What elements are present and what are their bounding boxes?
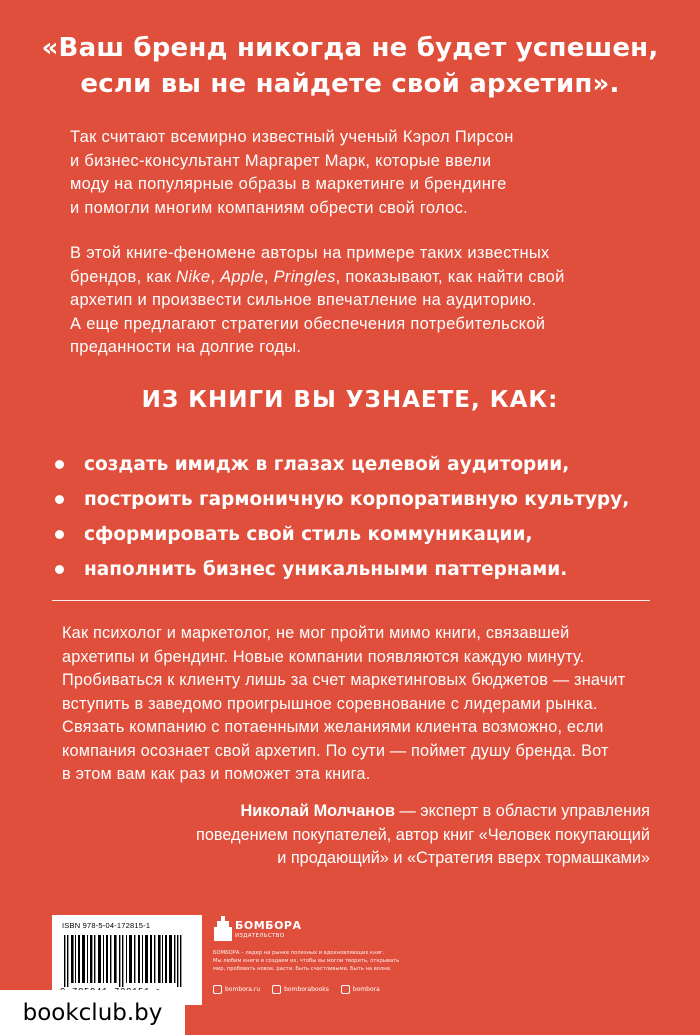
barcode-icon <box>62 935 192 987</box>
separator: , <box>210 267 221 286</box>
intro-paragraph-1 <box>70 126 650 220</box>
text-line: вступить в заведомо проигрышное соревнование с лидерами рынка. <box>62 694 598 713</box>
text-line: Связать компанию с потаенными желаниями клиента возможно, если <box>62 718 604 736</box>
text-line: и помогли многим компаниям обрести свой голос. <box>70 198 469 217</box>
text-line <box>70 266 650 290</box>
text-line: архетип и произвести сильное впечатление на аудиторию. <box>70 291 537 309</box>
cover-quote <box>40 30 660 102</box>
text-line: и бизнес-консультант Маргарет Марк, которые ввели <box>70 151 492 170</box>
social-label: bomborabooks <box>284 986 329 993</box>
isbn-label: ISBN 978-5-04-172815-1 <box>62 921 151 930</box>
publisher-description <box>213 949 483 973</box>
text-line: БОМБОРА – лидер на рынке полезных и вдохновляющих книг. <box>213 950 385 956</box>
list-item-text: создать имидж в глазах целевой аудитории, <box>84 453 570 475</box>
list-item <box>55 553 675 585</box>
quote-line: «Ваш бренд никогда не будет успешен, <box>41 33 659 63</box>
text-line: Пробиваться к клиенту лишь за счет маркетинговых бюджетов — значит <box>62 671 626 689</box>
author-role: — эксперт в области управления <box>394 802 650 820</box>
social-label: bombora.ru <box>225 986 261 993</box>
text-line: Мы любим книги и создаем их, чтобы вы могли творить, открывать <box>213 958 400 964</box>
list-item-text: построить гармоничную корпоративную культуру, <box>84 488 630 510</box>
social-network-icon <box>341 985 350 994</box>
list-item <box>55 518 675 550</box>
text-line: архетипы и брендинг. Новые компании появляются каждую минуту. <box>62 647 585 666</box>
social-link[interactable] <box>272 985 329 994</box>
publisher-socials <box>213 985 380 994</box>
publisher-name: БОМБОРА <box>235 919 302 932</box>
text-line: компания осознает свой архетип. По сути — поймет душу бренда. Вот <box>62 741 609 760</box>
quote-line: если вы не найдете свой архетип». <box>80 69 620 99</box>
text-line: преданности на долгие годы. <box>70 338 302 356</box>
learn-list <box>55 448 675 588</box>
list-item-text: сформировать свой стиль коммуникации, <box>84 523 533 545</box>
brand-apple: Apple <box>220 267 264 286</box>
social-label: bombora <box>352 986 380 993</box>
text-line: А еще предлагают стратегии обеспечения потребительской <box>70 314 546 333</box>
text-line: моду на популярные образы в маркетинге и брендинге <box>70 175 507 193</box>
bullet-dot-icon <box>55 565 64 574</box>
section-divider <box>52 600 650 601</box>
bullet-dot-icon <box>55 530 64 539</box>
text-line: В этой книге-феномене авторы на примере таких известных <box>70 244 550 262</box>
learn-heading: ИЗ КНИГИ ВЫ УЗНАЕТЕ, КАК: <box>141 387 559 413</box>
brand-nike: Nike <box>176 267 211 286</box>
brand-pringles: Pringles <box>273 267 336 286</box>
text-line: Так считают всемирно известный ученый Кэрол Пирсон <box>70 128 514 146</box>
bullet-dot-icon <box>55 495 64 504</box>
intro-paragraph-2 <box>70 242 650 360</box>
bullet-dot-icon <box>55 460 64 469</box>
text-line: Как психолог и маркетолог, не мог пройти мимо книги, связавшей <box>62 624 570 642</box>
publisher-block <box>213 915 493 1015</box>
list-item <box>55 483 675 515</box>
review-author <box>90 800 650 871</box>
social-link[interactable] <box>341 985 380 994</box>
vk-icon <box>272 985 281 994</box>
text-line <box>90 800 650 824</box>
globe-icon <box>213 985 222 994</box>
publisher-subtitle: ИЗДАТЕЛЬСТВО <box>235 933 285 939</box>
bomb-icon <box>213 915 233 943</box>
separator: , <box>263 267 274 286</box>
text-fragment: брендов, как <box>70 267 177 286</box>
social-link[interactable] <box>213 985 260 994</box>
text-line: поведением покупателей, автор книг «Человек покупающий <box>196 825 650 844</box>
text-line: и продающий» и «Стратегия вверх тормашками» <box>277 849 650 867</box>
text-line: в этом вам как раз и поможет эта книга. <box>62 765 371 783</box>
review-text <box>62 622 662 787</box>
author-name: Николай Молчанов <box>240 802 395 820</box>
text-line: мир, пробовать новое, расти. Быть счастливыми. Быть на волне. <box>213 966 392 972</box>
watermark: bookclub.by <box>0 990 185 1035</box>
text-fragment: , показывают, как найти свой <box>335 267 565 286</box>
list-item <box>55 448 675 480</box>
list-item-text: наполнить бизнес уникальными паттернами. <box>84 558 568 580</box>
